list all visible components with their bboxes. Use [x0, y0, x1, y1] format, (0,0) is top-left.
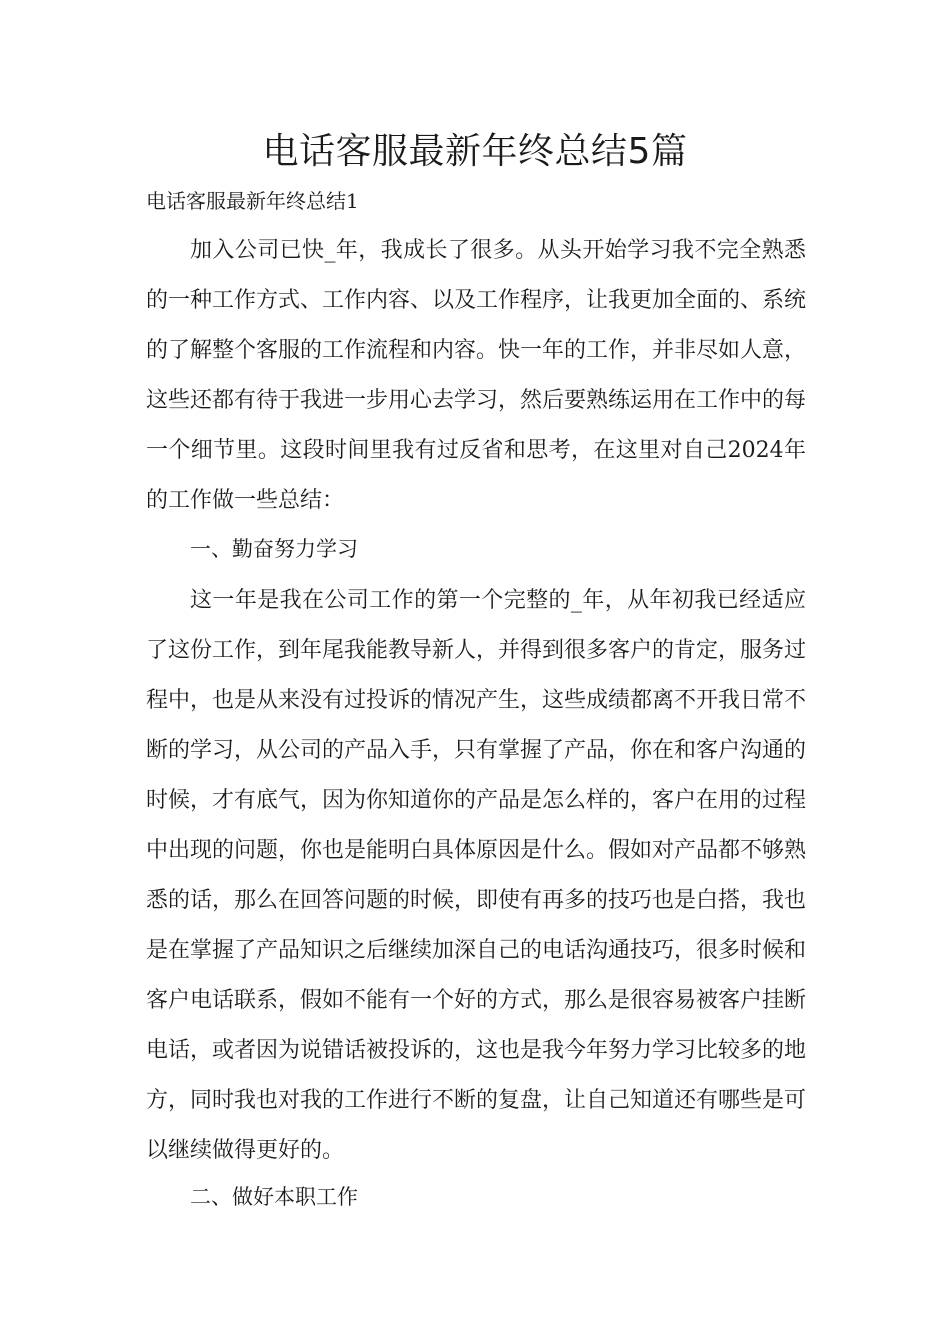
section-heading-study: 一、勤奋努力学习: [190, 537, 358, 561]
section-heading-duty: 二、做好本职工作: [190, 1185, 358, 1209]
paragraph-intro: 加入公司已快_年，我成长了很多。从头开始学习我不完全熟悉的一种工作方式、工作内容、以及工作程序，让我更加全面的、系统的了解整个客服的工作流程和内容。快一年的工作，并非尽如人意，这些还都有待于我进一步用心去学习，然后要熟练运用在工作中的每一个细节里。这段时间里我有过反省和思考，在这里对自己2024年的工作做一些总结：: [146, 238, 807, 513]
document-title: 电话客服最新年终总结5篇: [262, 131, 688, 172]
section-subtitle: 电话客服最新年终总结1: [146, 189, 359, 213]
paragraph-study: 这一年是我在公司工作的第一个完整的_年，从年初我已经适应了这份工作，到年尾我能教导新人，并得到很多客户的肯定，服务过程中，也是从来没有过投诉的情况产生，这些成绩都离不开我日常不断的学习，从公司的产品入手，只有掌握了产品，你在和客户沟通的时候，才有底气，因为你知道你的产品是怎么样的，客户在用的过程中出现的问题，你也是能明白具体原因是什么。假如对产品都不够熟悉的话，那么在回答问题的时候，即使有再多的技巧也是白搭，我也是在掌握了产品知识之后继续加深自己的电话沟通技巧，很多时候和客户电话联系，假如不能有一个好的方式，那么是很容易被客户挂断电话，或者因为说错话被投诉的，这也是我今年努力学习比较多的地方，同时我也对我的工作进行不断的复盘，让自己知道还有哪些是可以继续做得更好的。: [146, 588, 807, 1163]
